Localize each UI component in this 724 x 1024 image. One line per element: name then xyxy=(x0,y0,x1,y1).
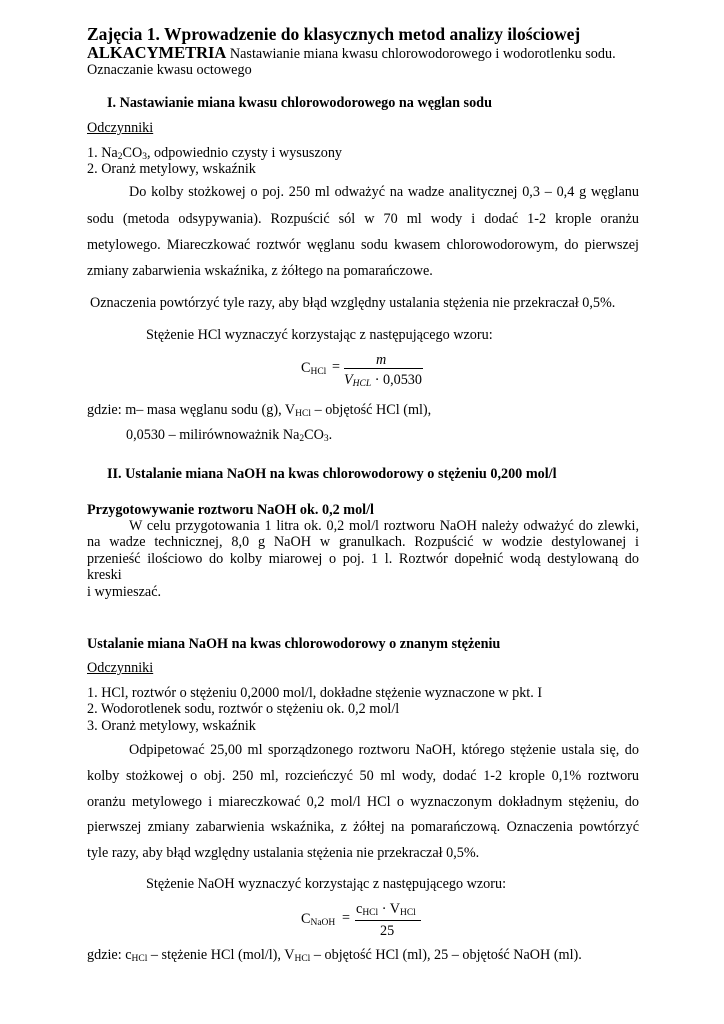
topic-bold: ALKACYMETRIA xyxy=(87,43,227,62)
topic-line xyxy=(87,43,616,63)
prep-line-5: i wymieszać. xyxy=(87,584,162,600)
section2-reagent-2: 2. Wodorotlenek sodu, roztwór o stężeniu ok. 0,2 mol/l xyxy=(87,701,400,717)
section1-para-line-4: zmiany zabarwienia wskaźnika, z żółtego na pomarańczowe. xyxy=(87,263,433,279)
formula2-lhs: $C_{NaOH}$ xyxy=(301,911,336,928)
section1-para-line-3: metylowego. Miareczkować roztwór węglanu sodu kwasem chlorowodorowym, do pierwszej xyxy=(87,237,639,253)
section1-para-line-1: Do kolby stożkowej o poj. 250 ml odważyć na wadze analitycznej 0,3 – 0,4 g węglanu xyxy=(129,184,639,200)
section1-repeat-note: Oznaczenia powtórzyć tyle razy, aby błąd względny ustalania stężenia nie przekraczał 0,5%. xyxy=(90,295,616,311)
topic-line-2: Oznaczanie kwasu octowego xyxy=(87,62,252,78)
prep-line-3: przenieść ilościowo do kolby miarowej o poj. 1 l. Roztwór dopełnić wodą destylowaną do xyxy=(87,551,639,567)
formula1-denominator: $V_{HCL} \cdot 0,0530$ xyxy=(344,372,422,389)
section2-para-line-2: kolby stożkowej o obj. 250 ml, rozcieńczyć 50 ml wody, dodać 1-2 krople 0,1% roztworu xyxy=(87,768,639,784)
formula1-numerator: m xyxy=(376,352,387,368)
std-heading: Ustalanie miana NaOH na kwas chlorowodorowy o znanym stężeniu xyxy=(87,636,501,652)
prep-line-2: na wadze technicznej, 8,0 g NaOH w granulkach. Rozpuścić w wodzie destylowanej i xyxy=(87,534,639,550)
prep-line-4: kreski xyxy=(87,567,122,583)
section1-where-line-2: 0,0530 – milirównoważnik $Na_2CO_3$. xyxy=(126,427,333,444)
formula1-lhs: $C_{HCl}$ xyxy=(301,360,327,377)
formula2-denominator: 25 xyxy=(380,923,395,939)
section1-reagents-label: Odczynniki xyxy=(87,120,154,136)
section2-reagent-1: 1. HCl, roztwór o stężeniu 0,2000 mol/l, dokładne stężenie wyznaczone w pkt. I xyxy=(87,685,543,701)
topic-rest: Nastawianie miana kwasu chlorowodorowego i wodorotlenku sodu. xyxy=(226,46,616,62)
formula2-numerator: $c_{HCl} \cdot V_{HCl}$ xyxy=(356,901,416,918)
section1-heading: I. Nastawianie miana kwasu chlorowodorowego na węglan sodu xyxy=(107,95,492,111)
formula1-equals: = xyxy=(332,359,341,375)
section2-para-line-5: tyle razy, aby błąd względny ustalania stężenia nie przekraczał 0,5%. xyxy=(87,845,480,861)
section2-para-line-4: pierwszej zmiany zabarwienia wskaźnika, z żółtej na pomarańczową. Oznaczenia powtórzyć xyxy=(87,819,639,835)
formula2-fraction-bar xyxy=(355,920,421,921)
section2-where-line: gdzie: $c_{HCl}$ – stężenie HCl (mol/l), $V_{HCl}$ – objętość HCl (ml), 25 – objętość NaOH (ml). xyxy=(87,947,582,964)
formula1-fraction-bar xyxy=(344,368,423,369)
prep-heading: Przygotowywanie roztworu NaOH ok. 0,2 mol/l xyxy=(87,502,374,518)
section1-formula-intro: Stężenie HCl wyznaczyć korzystając z następującego wzoru: xyxy=(146,327,493,343)
section2-reagents-label: Odczynniki xyxy=(87,660,154,676)
section2-reagent-3: 3. Oranż metylowy, wskaźnik xyxy=(87,718,256,734)
section1-reagent-2: 2. Oranż metylowy, wskaźnik xyxy=(87,161,256,177)
prep-line-1: W celu przygotowania 1 litra ok. 0,2 mol/l roztworu NaOH należy odważyć do zlewki, xyxy=(129,518,639,534)
section1-where-line-1: gdzie: m– masa węglanu sodu (g), $V_{HCl}$ – objętość HCl (ml), xyxy=(87,402,432,419)
section2-formula-intro: Stężenie NaOH wyznaczyć korzystając z następującego wzoru: xyxy=(146,876,507,892)
section2-heading: II. Ustalanie miana NaOH na kwas chlorowodorowy o stężeniu 0,200 mol/l xyxy=(107,466,557,482)
section2-para-line-1: Odpipetować 25,00 ml sporządzonego roztworu NaOH, którego stężenie ustala się, do xyxy=(129,742,639,758)
section2-para-line-3: oranżu metylowego i miareczkować 0,2 mol/l HCl o wyznaczonym dokładnym stężeniu, do xyxy=(87,794,639,810)
section1-reagent-1: 1. $Na_2CO_3$, odpowiednio czysty i wysuszony xyxy=(87,145,343,162)
document-title: Zajęcia 1. Wprowadzenie do klasycznych metod analizy ilościowej xyxy=(87,24,581,44)
formula2-equals: = xyxy=(342,910,351,926)
section1-para-line-2: sodu (metoda odsypywania). Rozpuścić sól w 70 ml wody i dodać 1-2 krople oranżu xyxy=(87,211,639,227)
